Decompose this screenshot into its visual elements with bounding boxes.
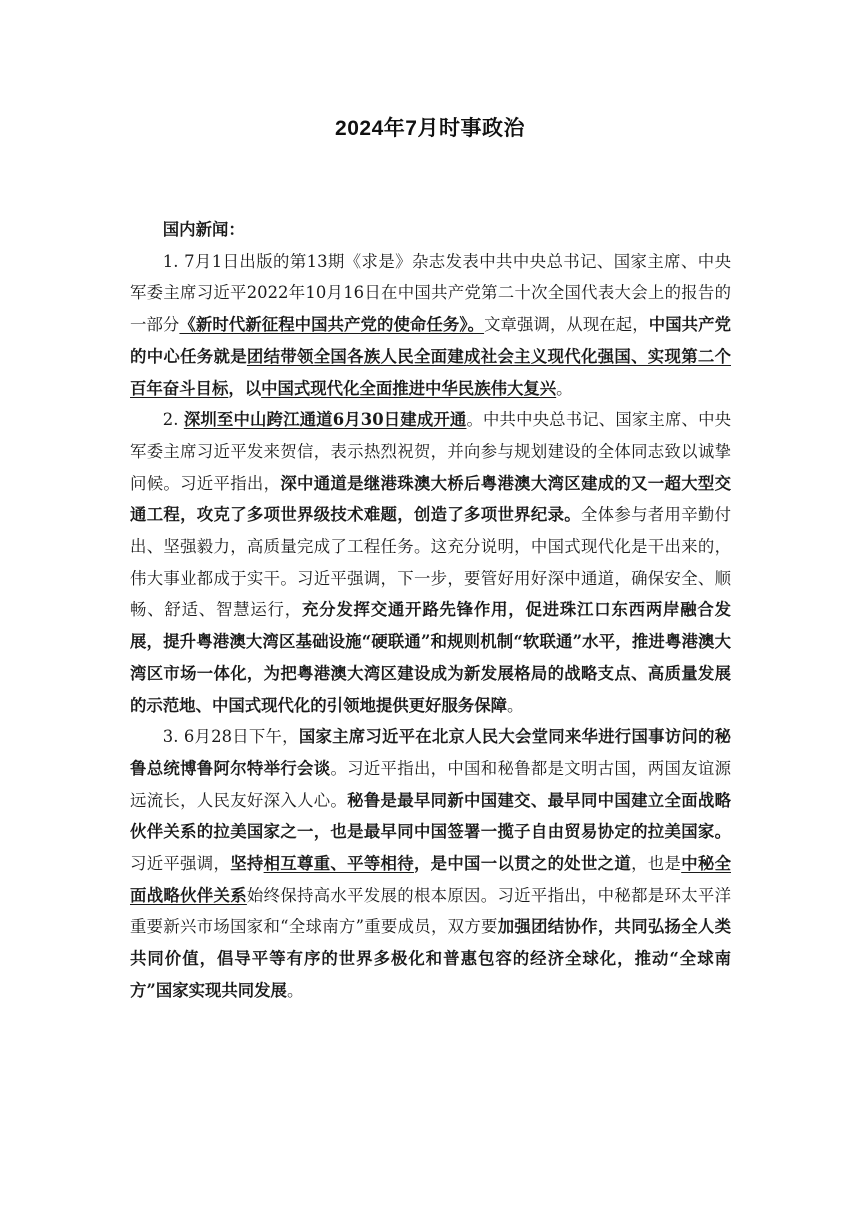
text-segment: ，以 — [228, 378, 262, 398]
news-item — [130, 721, 731, 1006]
text-segment: 深中通道是继港珠澳大桥后粤港澳大湾区建成的又一超大型交通工程，攻克了多项世界级技术难题，创造了多项世界纪录。 — [130, 473, 731, 525]
text-segment: 加强团结协作，共同弘扬全人类共同价值，倡导平等有序的世界多极化和普惠包容的经济全球化，推动“全球南方”国家实现共同发展 — [130, 917, 732, 1000]
text-segment: 1. 7月1日出版的第13期《求是》杂志发表中共中央总书记、国家主席、中央军委主席习近平2022年10月16日在中国共产党第二十次全国代表大会上的报告的一部分 — [130, 251, 731, 335]
text-segment: ，是中国一以贯之的处世之道 — [413, 854, 632, 874]
document-title: 2024年7月时事政治 — [335, 117, 525, 140]
text-segment: 。中共中央总书记、国家主席、中央军委主席习近平发来贺信，表示热烈祝贺，并向参与规划建设的全体同志致以诚挚问候。习近平指出， — [130, 410, 731, 493]
text-segment: 。 — [506, 695, 524, 715]
text-segment: 充分发挥交通开路先锋作用，促进珠江口东西两岸融合发展，提升粤港澳大湾区基础设施“硬联通”和规则机制“软联通”水平，推进粤港澳大湾区市场一体化，为把粤港澳大湾区建设成为新发展格局的战略支点、高质量发展的示范地、中国式现代化的引领地提供更好服务保障 — [130, 600, 732, 715]
text-segment: ，也是 — [631, 854, 682, 874]
text-segment: 深圳至中山跨江通道6月30日建成开通 — [183, 410, 467, 430]
text-segment: 始终保持高水平发展的根本原因。习近平指出，中秘都是环太平洋重要新兴市场国家和“全球南方”重要成员，双方要 — [130, 885, 731, 937]
text-segment: 国家主席习近平在北京人民大会堂同来华进行国事访问的秘鲁总统博鲁阿尔特举行会谈 — [130, 727, 731, 778]
text-segment: 2. — [162, 410, 184, 430]
text-segment: 坚持 — [230, 854, 264, 874]
text-segment: 相互尊重、平等相待 — [263, 854, 414, 874]
text-segment: 。 — [286, 980, 304, 1000]
text-segment: 全体参与者用辛勤付出、坚强毅力，高质量完成了工程任务。这充分说明，中国式现代化是干出来的，伟大事业都成于实干。习近平强调，下一步，要管好用好深中通道，确保安全、顺畅、舒适、智慧运行， — [130, 505, 731, 620]
text-segment: 。习近平指出，中国和秘鲁都是文明古国，两国友谊源远流长，人民友好深入人心。 — [130, 758, 731, 810]
text-segment: 中国共产党的中心任务就是 — [130, 315, 732, 366]
text-segment: 《新时代新征程中国共产党的使命任务》。 — [179, 315, 485, 335]
text-segment: 团结带领全国各族人民全面建成社会主义现代化强国、实现第二个百年奋斗目标 — [130, 346, 731, 398]
text-segment: 中国式现代化全面推进中华民族伟大复兴 — [261, 378, 557, 398]
news-item — [130, 246, 731, 405]
document-body — [130, 214, 731, 1007]
text-segment: 文章强调，从现在起， — [484, 315, 649, 335]
text-segment: 3. 6月28日下午， — [162, 727, 299, 747]
news-item — [130, 404, 731, 721]
text-segment: 秘鲁是最早同新中国建交、最早同中国建立全面战略伙伴关系的拉美国家之一，也是最早同中国签署一揽子自由贸易协定的拉美国家。 — [130, 790, 731, 842]
section-heading: 国内新闻： — [162, 220, 245, 239]
text-segment: 中秘全面战略伙伴关系 — [130, 854, 731, 905]
text-segment: 。 — [556, 378, 573, 398]
text-segment: 习近平强调， — [130, 854, 231, 874]
